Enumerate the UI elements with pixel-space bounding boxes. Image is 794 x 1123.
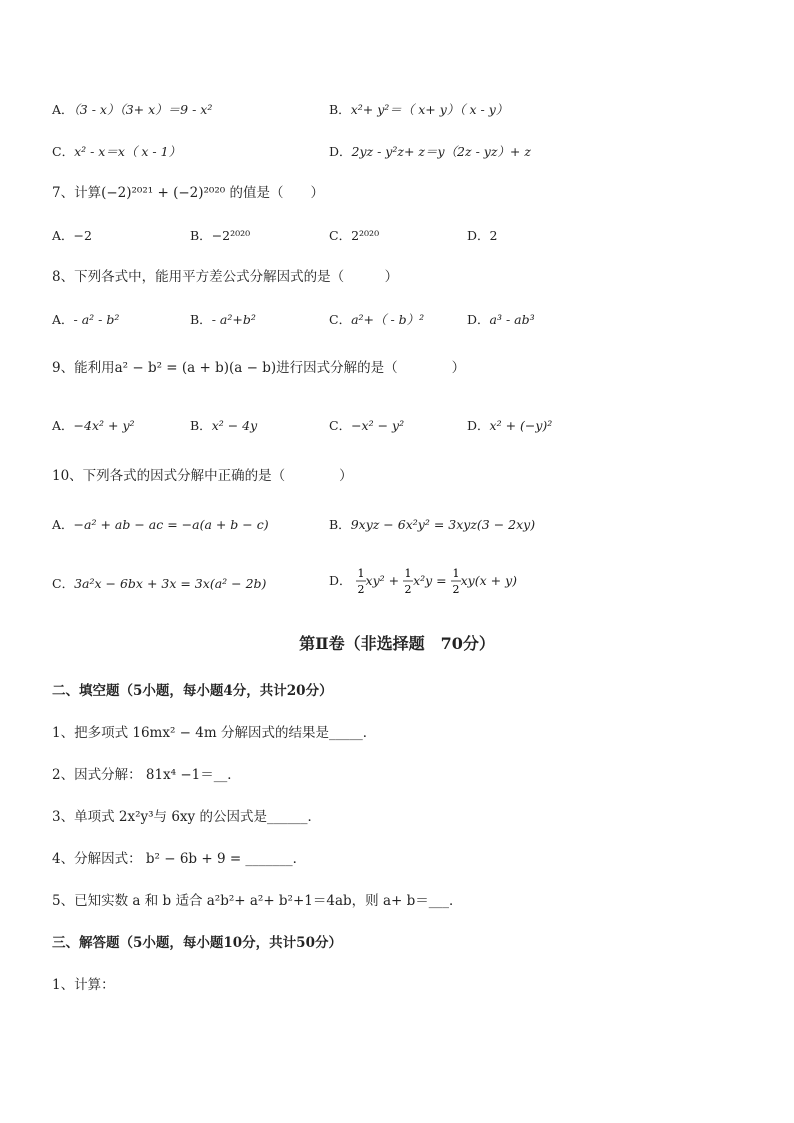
option-letter: D． (329, 144, 352, 159)
q9-stem: 9、能利用a² − b² = (a + b)(a − b)进行因式分解的是（ ） (52, 360, 466, 376)
q8-option-a: A．- a² - b² (52, 312, 120, 327)
svg-text:2: 2 (452, 583, 460, 596)
section2-heading: 二、填空题（5小题，每小题4分，共计20分） (52, 683, 333, 699)
q10-option-b: B．9xyz − 6x²y² = 3xyz(3 − 2xy) (329, 517, 536, 532)
fraction-one-half (451, 566, 461, 596)
q10-option-c: C．3a²x − 6bx + 3x = 3x(a² − 2b) (52, 576, 267, 591)
q8-option-d: D．a³ - ab³ (467, 312, 535, 327)
q6-option-b (329, 101, 508, 119)
q9-option-b: B．x² − 4y (190, 418, 258, 433)
part2-title: 第Ⅱ卷（非选择题 70分） (299, 634, 495, 653)
q7-option-b: B．−2²⁰²⁰ (190, 228, 251, 243)
q7-stem: 7、计算(−2)²⁰²¹ + (−2)²⁰²⁰ 的值是（ ） (52, 185, 324, 201)
q7-option-d: D．2 (467, 228, 498, 243)
q6-option-d (329, 143, 531, 161)
q6-option-c (52, 143, 181, 161)
q9-option-d: D．x² + (−y)² (467, 418, 553, 433)
fill-item-3: 3、单项式 2x²y³与 6xy 的公因式是______． (52, 809, 321, 825)
q7-option-a: A．−2 (52, 228, 92, 243)
q9-option-c: C．−x² − y² (329, 418, 405, 433)
option-text: x² - x＝x（ x - 1） (74, 144, 182, 159)
fraction-svg (356, 566, 366, 596)
fraction-one-half (356, 566, 366, 596)
q8-option-b: B．- a²+b² (190, 312, 256, 327)
option-letter: C． (52, 144, 75, 159)
fill-item-2: 2、因式分解： 81x⁴ −1＝__． (52, 767, 241, 783)
fill-item-5: 5、已知实数 a 和 b 适合 a²b²+ a²+ b²+1＝4ab，则 a+ b＝___． (52, 893, 463, 909)
fraction-one-half (403, 566, 413, 596)
option-text: x²+ y²＝（ x+ y）（ x - y） (350, 102, 509, 117)
q10-option-d: D． 1 2 xy² + 1 2 x²y = 1 2 xy(x + y) (329, 567, 518, 596)
q10-stem: 10、下列各式的因式分解中正确的是（ ） (52, 468, 353, 484)
q8-stem: 8、下列各式中，能用平方差公式分解因式的是（ ） (52, 269, 399, 285)
option-letter: B． (329, 102, 351, 117)
svg-text:1: 1 (452, 567, 460, 580)
option-text: 2yz - y²z+ z＝y（2z - yz）+ z (351, 144, 531, 159)
svg-text:2: 2 (404, 583, 412, 596)
svg-text:1: 1 (357, 567, 365, 580)
q7-option-c: C．2²⁰²⁰ (329, 228, 380, 243)
section3-heading: 三、解答题（5小题，每小题10分，共计50分） (52, 935, 342, 951)
fill-item-4: 4、分解因式： b² − 6b + 9 = _______． (52, 851, 307, 867)
q9-option-a: A．−4x² + y² (52, 418, 135, 433)
option-letter: A． (52, 102, 74, 117)
solve-item-1: 1、计算： (52, 977, 115, 993)
q8-option-c: C．a²+（ - b）² (329, 312, 425, 327)
fill-item-1: 1、把多项式 16mx² − 4m 分解因式的结果是_____． (52, 725, 377, 741)
q6-option-a (52, 101, 212, 119)
svg-text:2: 2 (357, 583, 365, 596)
q10-option-a: A．−a² + ab − ac = −a(a + b − c) (52, 517, 269, 532)
svg-text:1: 1 (404, 567, 412, 580)
option-text: （3 - x）（3+ x）＝9 - x² (73, 102, 213, 117)
